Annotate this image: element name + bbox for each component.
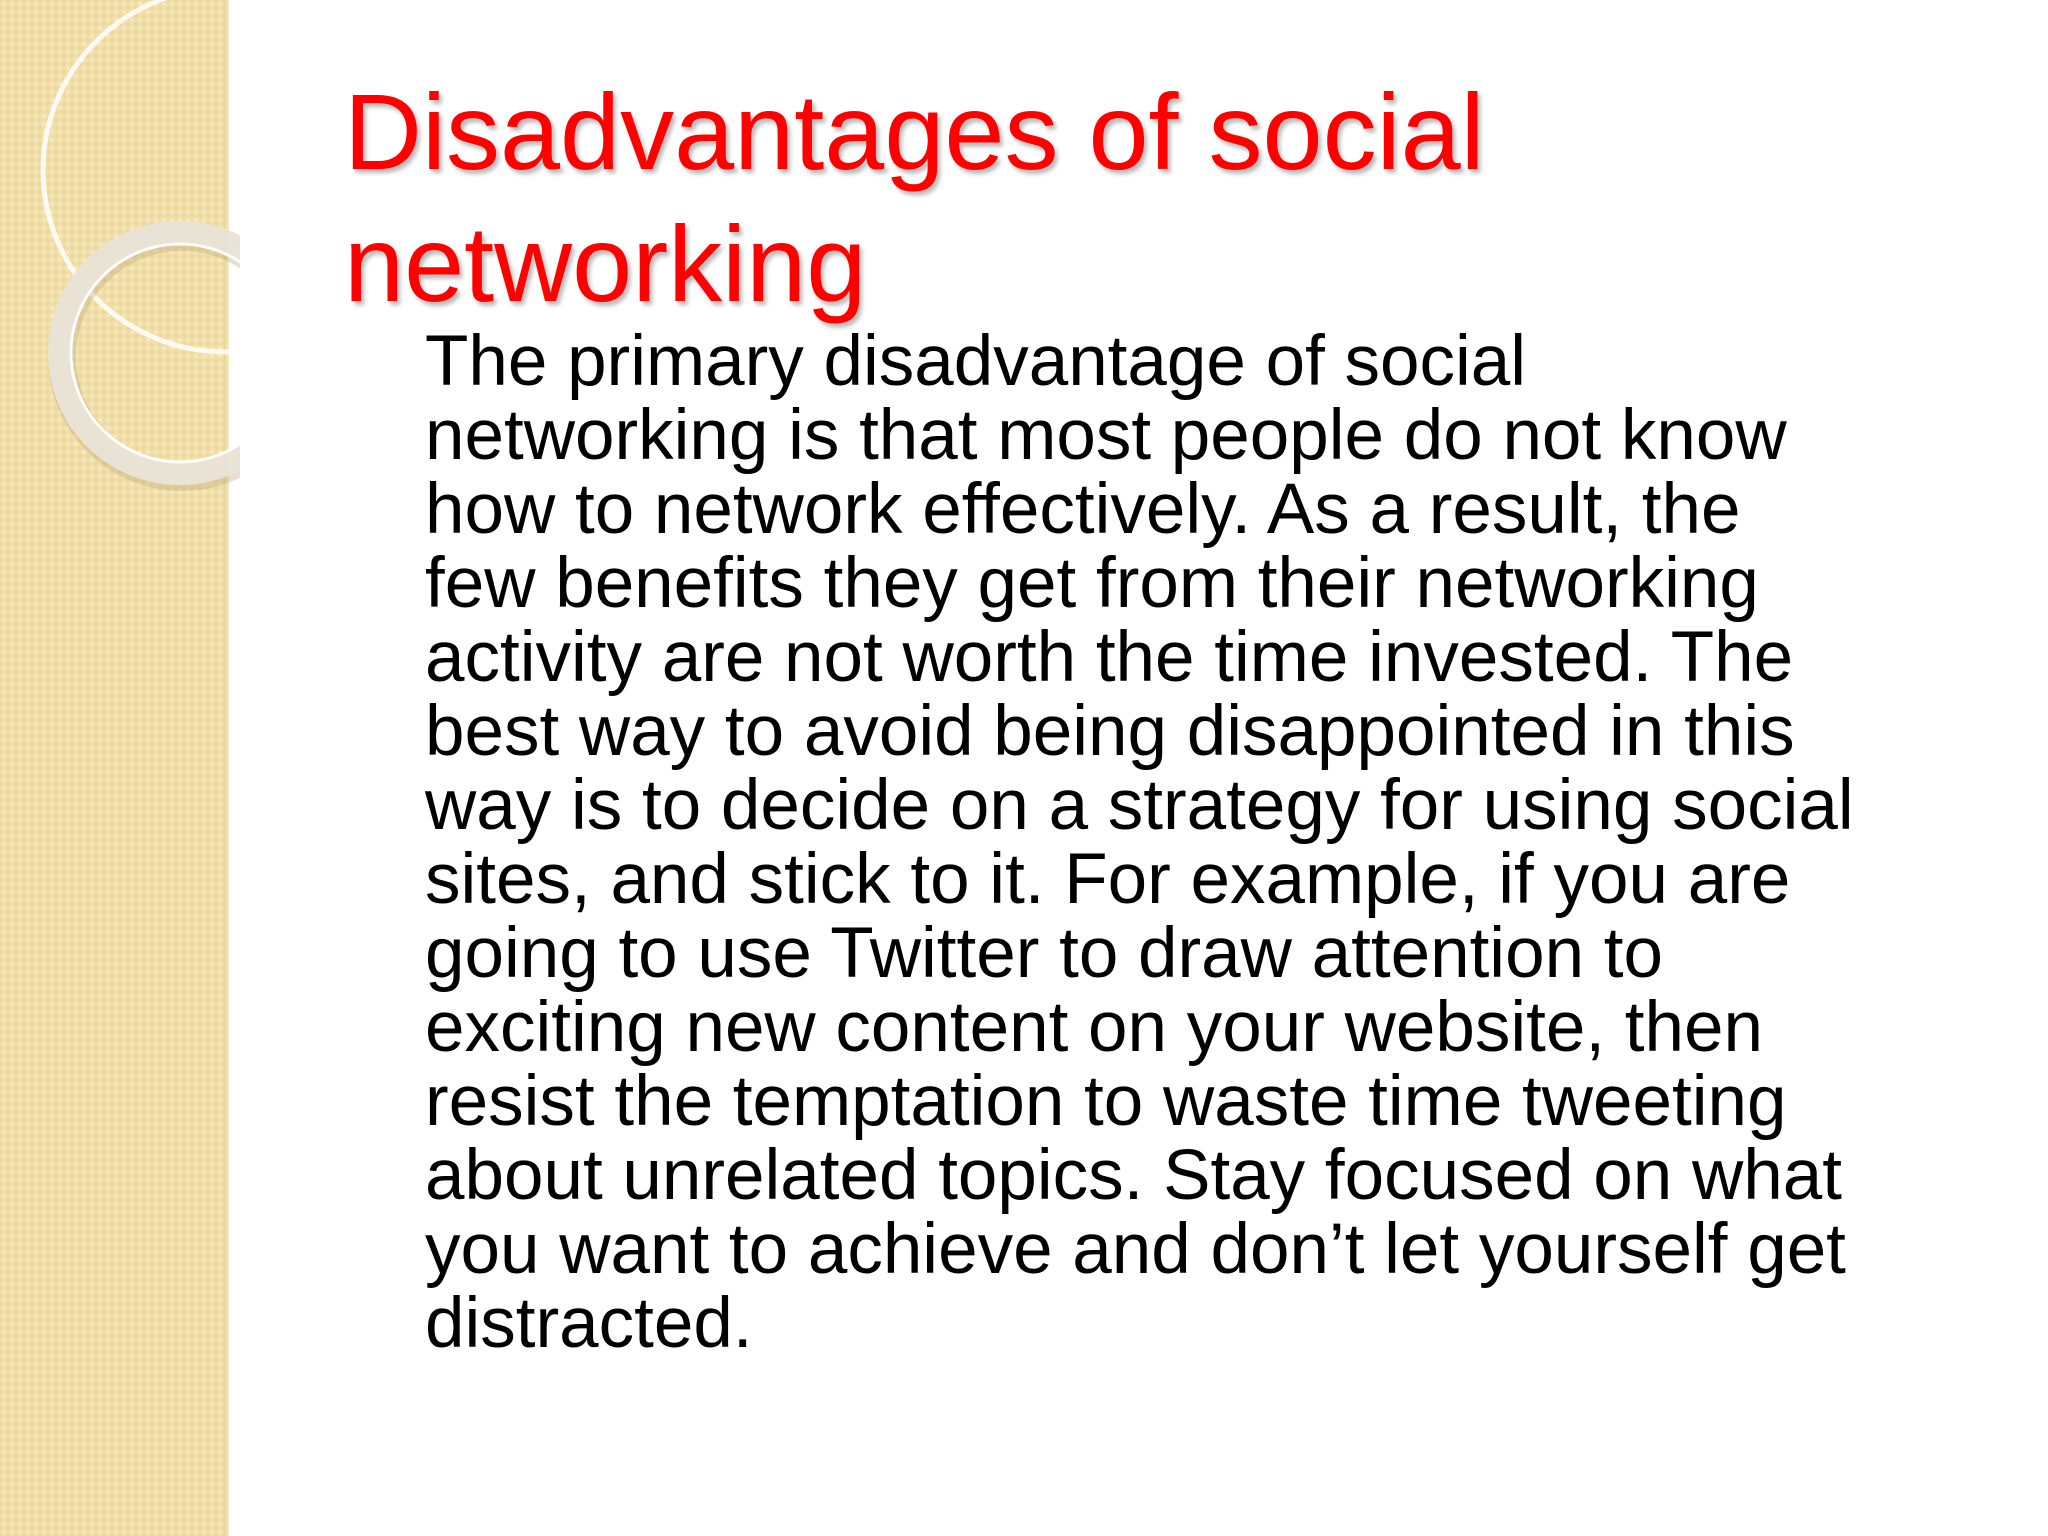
body-line: networking is that most people do not know <box>425 396 1787 475</box>
body-line: The primary disadvantage of social <box>425 322 1527 401</box>
slide-title <box>344 66 1994 330</box>
body-line: best way to avoid being disappointed in this <box>425 692 1795 771</box>
body-line: activity are not worth the time invested. The <box>425 618 1794 697</box>
body-line: how to network effectively. As a result, the <box>425 470 1741 549</box>
title-line: networking <box>344 203 867 324</box>
body-line: way is to decide on a strategy for using social <box>425 766 1854 845</box>
title-line: Disadvantages of social <box>344 71 1485 192</box>
body-line: resist the temptation to waste time tweeting <box>425 1062 1787 1141</box>
body-line: exciting new content on your website, then <box>425 988 1763 1067</box>
slide-body-text <box>425 322 2025 1363</box>
decorative-rings <box>0 0 240 500</box>
body-line: going to use Twitter to draw attention to <box>425 914 1663 993</box>
body-line: you want to achieve and don’t let yourself get <box>425 1210 1846 1289</box>
body-line: few benefits they get from their networking <box>425 544 1759 623</box>
body-line: about unrelated topics. Stay focused on what <box>425 1136 1842 1215</box>
body-line: sites, and stick to it. For example, if you are <box>425 840 1791 919</box>
body-line: distracted. <box>425 1284 753 1363</box>
